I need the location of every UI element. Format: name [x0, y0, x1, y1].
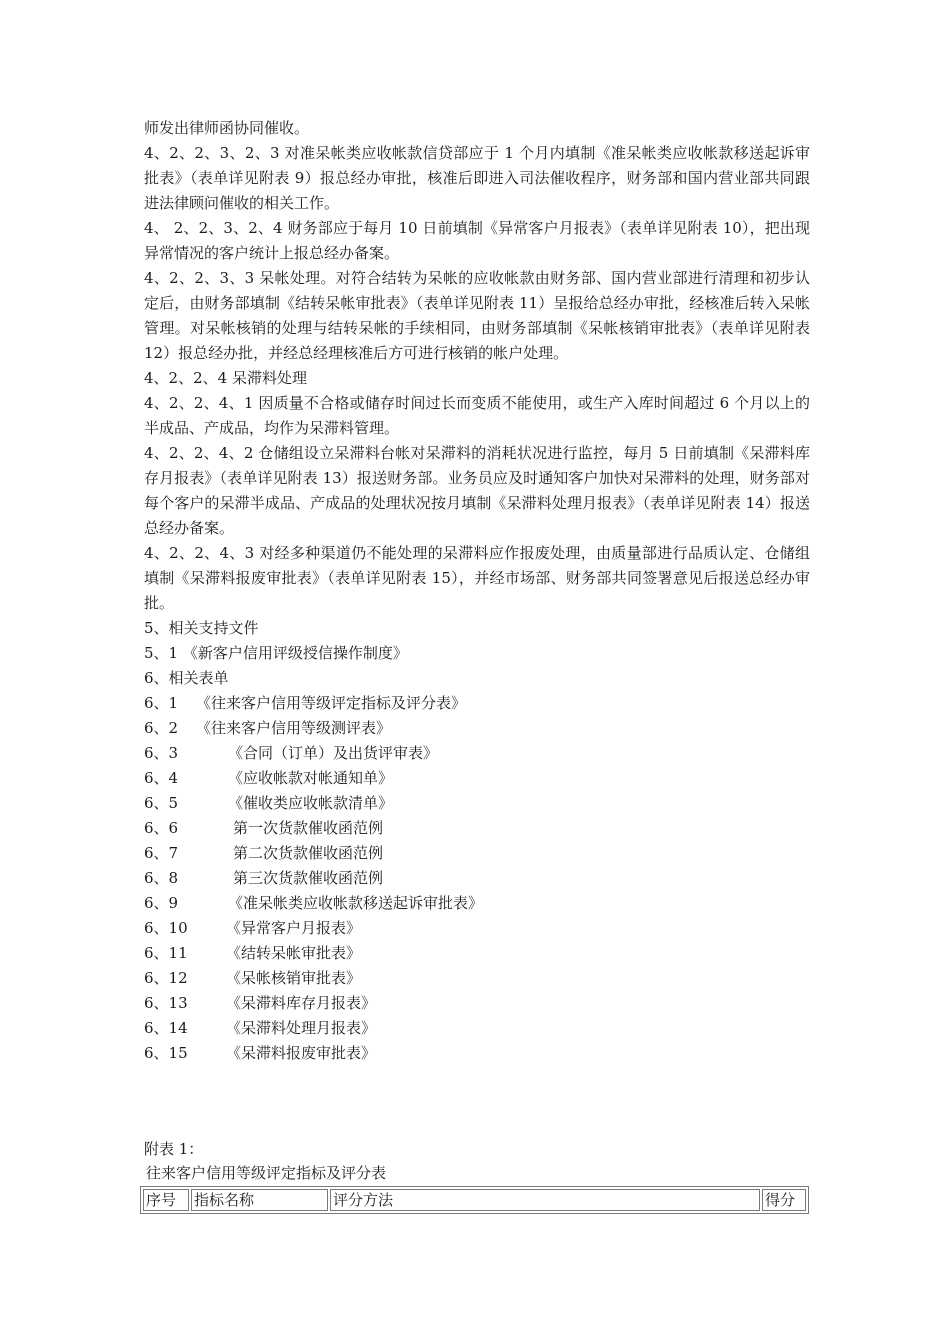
paragraph: 4、2、2、3、2、3 对准呆帐类应收帐款信贷部应于 1 个月内填制《准呆帐类应收帐款移送起诉审批表》（表单详见附表 9）报总经办审批，核准后即进入司法催收程序，财务部和国内营业部共同跟进法律顾问催收的相关工作。	[144, 144, 810, 212]
list-item	[144, 916, 810, 941]
list-item	[144, 966, 810, 991]
list-text: 第一次货款催收函范例	[233, 819, 384, 837]
list-number: 6、6	[144, 819, 179, 837]
appendix-title: 往来客户信用等级评定指标及评分表	[146, 1164, 387, 1182]
list-item	[144, 766, 810, 791]
list-text: 《往来客户信用等级评定指标及评分表》	[196, 694, 467, 712]
paragraph: 4、 2、2、3、2、4 财务部应于每月 10 日前填制《异常客户月报表》（表单详见附表 10），把出现异常情况的客户统计上报总经办备案。	[144, 219, 810, 262]
list-item	[144, 1041, 810, 1066]
list-number: 6、14	[144, 1019, 188, 1037]
paragraph: 4、2、2、4、1 因质量不合格或储存时间过长而变质不能使用，或生产入库时间超过 6 个月以上的半成品、产成品，均作为呆滞料管理。	[144, 394, 810, 437]
column-header-method: 评分方法	[330, 1189, 760, 1211]
list-number: 6、13	[144, 994, 188, 1012]
list-text: 《呆滞料处理月报表》	[226, 1019, 377, 1037]
list-text: 《准呆帐类应收帐款移送起诉审批表》	[228, 894, 484, 912]
list-number: 6、9	[144, 894, 179, 912]
list-number: 6、12	[144, 969, 188, 987]
list-text: 《结转呆帐审批表》	[226, 944, 362, 962]
paragraph: 4、2、2、3、3 呆帐处理。对符合结转为呆帐的应收帐款由财务部、国内营业部进行清理和初步认定后，由财务部填制《结转呆帐审批表》（表单详见附表 11）呈报给总经办审批，经核准后转入呆帐管理。对呆帐核销的处理与结转呆帐的手续相同，由财务部填制《呆帐核销审批表》（表单详见附表 12）报总经办批，并经总经理核准后方可进行核销的帐户处理。	[144, 269, 810, 362]
appendix-label: 附表 1：	[144, 1140, 204, 1158]
list-item	[144, 691, 810, 716]
column-header-score: 得分	[762, 1189, 806, 1211]
list-item	[144, 941, 810, 966]
paragraph: 4、2、2、4、3 对经多种渠道仍不能处理的呆滞料应作报废处理，由质量部进行品质认定、仓储组填制《呆滞料报废审批表》（表单详见附表 15），并经市场部、财务部共同签署意见后报送总经办审批。	[144, 544, 810, 612]
document-body	[144, 116, 810, 1066]
list-text: 《催收类应收帐款清单》	[228, 794, 394, 812]
list-text: 《呆滞料报废审批表》	[226, 1044, 377, 1062]
list-number: 6、11	[144, 944, 188, 962]
list-number: 6、7	[144, 844, 179, 862]
list-text: 第三次货款催收函范例	[233, 869, 384, 887]
list-text: 《呆滞料库存月报表》	[226, 994, 377, 1012]
column-header-index: 序号	[143, 1189, 189, 1211]
table-header-row	[143, 1189, 806, 1211]
list-number: 6、10	[144, 919, 188, 937]
paragraph: 4、2、2、4、2 仓储组设立呆滞料台帐对呆滞料的消耗状况进行监控，每月 5 日前填制《呆滞料库存月报表》（表单详见附表 13）报送财务部。业务员应及时通知客户加快对呆滞料的处理，财务部对每个客户的呆滞半成品、产成品的处理状况按月填制《呆滞料处理月报表》（表单详见附表 14）报送总经办备案。	[144, 444, 810, 537]
score-table	[140, 1186, 809, 1214]
list-text: 《呆帐核销审批表》	[226, 969, 362, 987]
list-number: 6、1	[144, 694, 179, 712]
list-number: 6、15	[144, 1044, 188, 1062]
paragraph: 师发出律师函协同催收。	[144, 119, 310, 137]
forms-list	[144, 691, 810, 1066]
section-heading: 5、相关支持文件	[144, 619, 259, 637]
list-item	[144, 716, 810, 741]
column-header-indicator: 指标名称	[191, 1189, 328, 1211]
list-number: 6、2	[144, 719, 179, 737]
list-item	[144, 816, 810, 841]
list-text: 《往来客户信用等级测评表》	[196, 719, 392, 737]
list-text: 第二次货款催收函范例	[233, 844, 384, 862]
list-number: 6、4	[144, 769, 179, 787]
list-item	[144, 841, 810, 866]
list-item	[144, 791, 810, 816]
list-item	[144, 891, 810, 916]
list-text: 《异常客户月报表》	[226, 919, 362, 937]
list-item	[144, 741, 810, 766]
section-heading: 4、2、2、4 呆滞料处理	[144, 369, 307, 387]
list-item	[144, 1016, 810, 1041]
list-number: 6、5	[144, 794, 179, 812]
list-text: 《合同（订单）及出货评审表》	[228, 744, 439, 762]
section-heading: 6、相关表单	[144, 669, 229, 687]
list-number: 6、3	[144, 744, 179, 762]
list-text: 《应收帐款对帐通知单》	[228, 769, 394, 787]
list-number: 6、8	[144, 869, 179, 887]
list-item	[144, 991, 810, 1016]
list-item	[144, 866, 810, 891]
list-item: 5、1 《新客户信用评级授信操作制度》	[144, 644, 408, 662]
